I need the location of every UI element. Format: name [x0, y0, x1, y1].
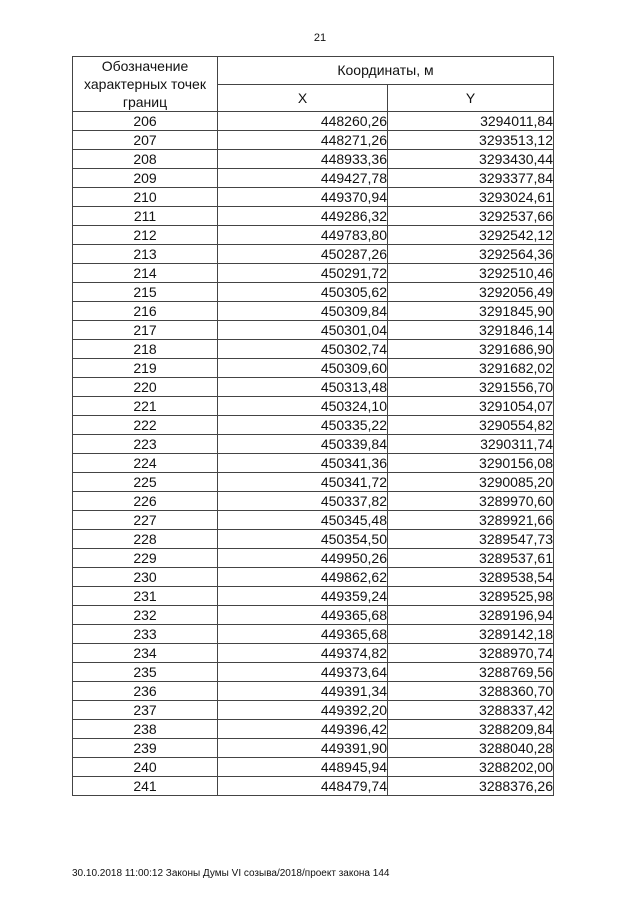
- table-row: [73, 663, 554, 682]
- y-coordinate-cell: 3288376,26: [388, 777, 554, 796]
- point-number-cell: 226: [73, 492, 218, 511]
- y-coordinate-cell: 3291054,07: [388, 397, 554, 416]
- point-number-cell: 214: [73, 264, 218, 283]
- point-number-cell: 218: [73, 340, 218, 359]
- table-row: [73, 302, 554, 321]
- table-row: [73, 530, 554, 549]
- table-row: [73, 549, 554, 568]
- y-coordinate-cell: 3289547,73: [388, 530, 554, 549]
- point-number-cell: 207: [73, 131, 218, 150]
- y-coordinate-cell: 3289525,98: [388, 587, 554, 606]
- y-coordinate-cell: 3293024,61: [388, 188, 554, 207]
- x-coordinate-cell: 448479,74: [218, 777, 388, 796]
- page-number: 21: [313, 32, 327, 44]
- point-number-cell: 229: [73, 549, 218, 568]
- x-coordinate-cell: 450341,36: [218, 454, 388, 473]
- y-coordinate-cell: 3289537,61: [388, 549, 554, 568]
- x-coordinate-cell: 450341,72: [218, 473, 388, 492]
- table-row: [73, 150, 554, 169]
- y-coordinate-cell: 3288970,74: [388, 644, 554, 663]
- y-coordinate-cell: 3291846,14: [388, 321, 554, 340]
- y-coordinate-cell: 3289970,60: [388, 492, 554, 511]
- header-point-designation: Обозначение характерных точек границ: [73, 57, 218, 112]
- table-row: [73, 492, 554, 511]
- y-coordinate-cell: 3288202,00: [388, 758, 554, 777]
- point-number-cell: 227: [73, 511, 218, 530]
- y-coordinate-cell: 3293430,44: [388, 150, 554, 169]
- y-coordinate-cell: 3291686,90: [388, 340, 554, 359]
- point-number-cell: 241: [73, 777, 218, 796]
- x-coordinate-cell: 450339,84: [218, 435, 388, 454]
- point-number-cell: 235: [73, 663, 218, 682]
- x-coordinate-cell: 449286,32: [218, 207, 388, 226]
- table-header: [73, 57, 554, 112]
- point-number-cell: 223: [73, 435, 218, 454]
- y-coordinate-cell: 3292056,49: [388, 283, 554, 302]
- x-coordinate-cell: 450335,22: [218, 416, 388, 435]
- table-row: [73, 397, 554, 416]
- y-coordinate-cell: 3292542,12: [388, 226, 554, 245]
- x-coordinate-cell: 450287,26: [218, 245, 388, 264]
- point-number-cell: 234: [73, 644, 218, 663]
- y-coordinate-cell: 3290156,08: [388, 454, 554, 473]
- header-x: X: [218, 84, 388, 112]
- y-coordinate-cell: 3294011,84: [388, 112, 554, 131]
- y-coordinate-cell: 3290311,74: [388, 435, 554, 454]
- y-coordinate-cell: 3289142,18: [388, 625, 554, 644]
- y-coordinate-cell: 3291556,70: [388, 378, 554, 397]
- point-number-cell: 217: [73, 321, 218, 340]
- y-coordinate-cell: 3291682,02: [388, 359, 554, 378]
- table-row: [73, 625, 554, 644]
- table-row: [73, 682, 554, 701]
- document-footer: 30.10.2018 11:00:12 Законы Думы VI созыва/2018/проект закона 144: [72, 868, 390, 879]
- x-coordinate-cell: 449783,80: [218, 226, 388, 245]
- point-number-cell: 225: [73, 473, 218, 492]
- point-number-cell: 238: [73, 720, 218, 739]
- x-coordinate-cell: 450354,50: [218, 530, 388, 549]
- x-coordinate-cell: 448260,26: [218, 112, 388, 131]
- table-row: [73, 264, 554, 283]
- point-number-cell: 228: [73, 530, 218, 549]
- table-row: [73, 758, 554, 777]
- y-coordinate-cell: 3288209,84: [388, 720, 554, 739]
- point-number-cell: 221: [73, 397, 218, 416]
- x-coordinate-cell: 450324,10: [218, 397, 388, 416]
- point-number-cell: 236: [73, 682, 218, 701]
- x-coordinate-cell: 449862,62: [218, 568, 388, 587]
- point-number-cell: 240: [73, 758, 218, 777]
- header-coordinates: Координаты, м: [218, 57, 554, 85]
- point-number-cell: 208: [73, 150, 218, 169]
- table-row: [73, 720, 554, 739]
- point-number-cell: 220: [73, 378, 218, 397]
- point-number-cell: 209: [73, 169, 218, 188]
- point-number-cell: 224: [73, 454, 218, 473]
- x-coordinate-cell: 450301,04: [218, 321, 388, 340]
- point-number-cell: 232: [73, 606, 218, 625]
- table-row: [73, 112, 554, 131]
- table-row: [73, 169, 554, 188]
- point-number-cell: 233: [73, 625, 218, 644]
- x-coordinate-cell: 450305,62: [218, 283, 388, 302]
- x-coordinate-cell: 450337,82: [218, 492, 388, 511]
- y-coordinate-cell: 3288337,42: [388, 701, 554, 720]
- table-row: [73, 587, 554, 606]
- x-coordinate-cell: 449392,20: [218, 701, 388, 720]
- table-row: [73, 568, 554, 587]
- y-coordinate-cell: 3293513,12: [388, 131, 554, 150]
- table-row: [73, 511, 554, 530]
- point-number-cell: 206: [73, 112, 218, 131]
- y-coordinate-cell: 3292564,36: [388, 245, 554, 264]
- point-number-cell: 210: [73, 188, 218, 207]
- table-row: [73, 644, 554, 663]
- x-coordinate-cell: 450345,48: [218, 511, 388, 530]
- x-coordinate-cell: 448945,94: [218, 758, 388, 777]
- x-coordinate-cell: 449391,34: [218, 682, 388, 701]
- point-number-cell: 239: [73, 739, 218, 758]
- point-number-cell: 237: [73, 701, 218, 720]
- x-coordinate-cell: 449373,64: [218, 663, 388, 682]
- table-row: [73, 416, 554, 435]
- x-coordinate-cell: 449396,42: [218, 720, 388, 739]
- x-coordinate-cell: 450313,48: [218, 378, 388, 397]
- x-coordinate-cell: 449950,26: [218, 549, 388, 568]
- table-row: [73, 435, 554, 454]
- point-number-cell: 216: [73, 302, 218, 321]
- y-coordinate-cell: 3289538,54: [388, 568, 554, 587]
- table-row: [73, 473, 554, 492]
- table-row: [73, 340, 554, 359]
- x-coordinate-cell: 449359,24: [218, 587, 388, 606]
- table-row: [73, 777, 554, 796]
- x-coordinate-cell: 450302,74: [218, 340, 388, 359]
- x-coordinate-cell: 448271,26: [218, 131, 388, 150]
- y-coordinate-cell: 3293377,84: [388, 169, 554, 188]
- table-row: [73, 454, 554, 473]
- x-coordinate-cell: 449427,78: [218, 169, 388, 188]
- point-number-cell: 215: [73, 283, 218, 302]
- y-coordinate-cell: 3288040,28: [388, 739, 554, 758]
- coordinates-table: [72, 56, 554, 796]
- y-coordinate-cell: 3288360,70: [388, 682, 554, 701]
- y-coordinate-cell: 3290554,82: [388, 416, 554, 435]
- table-row: [73, 359, 554, 378]
- y-coordinate-cell: 3289921,66: [388, 511, 554, 530]
- y-coordinate-cell: 3292510,46: [388, 264, 554, 283]
- table-body: [73, 112, 554, 796]
- table-row: [73, 131, 554, 150]
- point-number-cell: 230: [73, 568, 218, 587]
- x-coordinate-cell: 449370,94: [218, 188, 388, 207]
- point-number-cell: 222: [73, 416, 218, 435]
- header-row: [73, 57, 554, 85]
- table-row: [73, 378, 554, 397]
- point-number-cell: 212: [73, 226, 218, 245]
- y-coordinate-cell: 3290085,20: [388, 473, 554, 492]
- table-row: [73, 226, 554, 245]
- table-row: [73, 701, 554, 720]
- y-coordinate-cell: 3288769,56: [388, 663, 554, 682]
- point-number-cell: 219: [73, 359, 218, 378]
- point-number-cell: 213: [73, 245, 218, 264]
- y-coordinate-cell: 3289196,94: [388, 606, 554, 625]
- y-coordinate-cell: 3292537,66: [388, 207, 554, 226]
- x-coordinate-cell: 449374,82: [218, 644, 388, 663]
- x-coordinate-cell: 450291,72: [218, 264, 388, 283]
- table-row: [73, 283, 554, 302]
- table-row: [73, 321, 554, 340]
- y-coordinate-cell: 3291845,90: [388, 302, 554, 321]
- x-coordinate-cell: 449391,90: [218, 739, 388, 758]
- table-row: [73, 207, 554, 226]
- table-row: [73, 188, 554, 207]
- point-number-cell: 231: [73, 587, 218, 606]
- header-y: Y: [388, 84, 554, 112]
- x-coordinate-cell: 449365,68: [218, 606, 388, 625]
- table-row: [73, 245, 554, 264]
- x-coordinate-cell: 448933,36: [218, 150, 388, 169]
- x-coordinate-cell: 450309,84: [218, 302, 388, 321]
- table-row: [73, 606, 554, 625]
- point-number-cell: 211: [73, 207, 218, 226]
- x-coordinate-cell: 449365,68: [218, 625, 388, 644]
- table-row: [73, 739, 554, 758]
- x-coordinate-cell: 450309,60: [218, 359, 388, 378]
